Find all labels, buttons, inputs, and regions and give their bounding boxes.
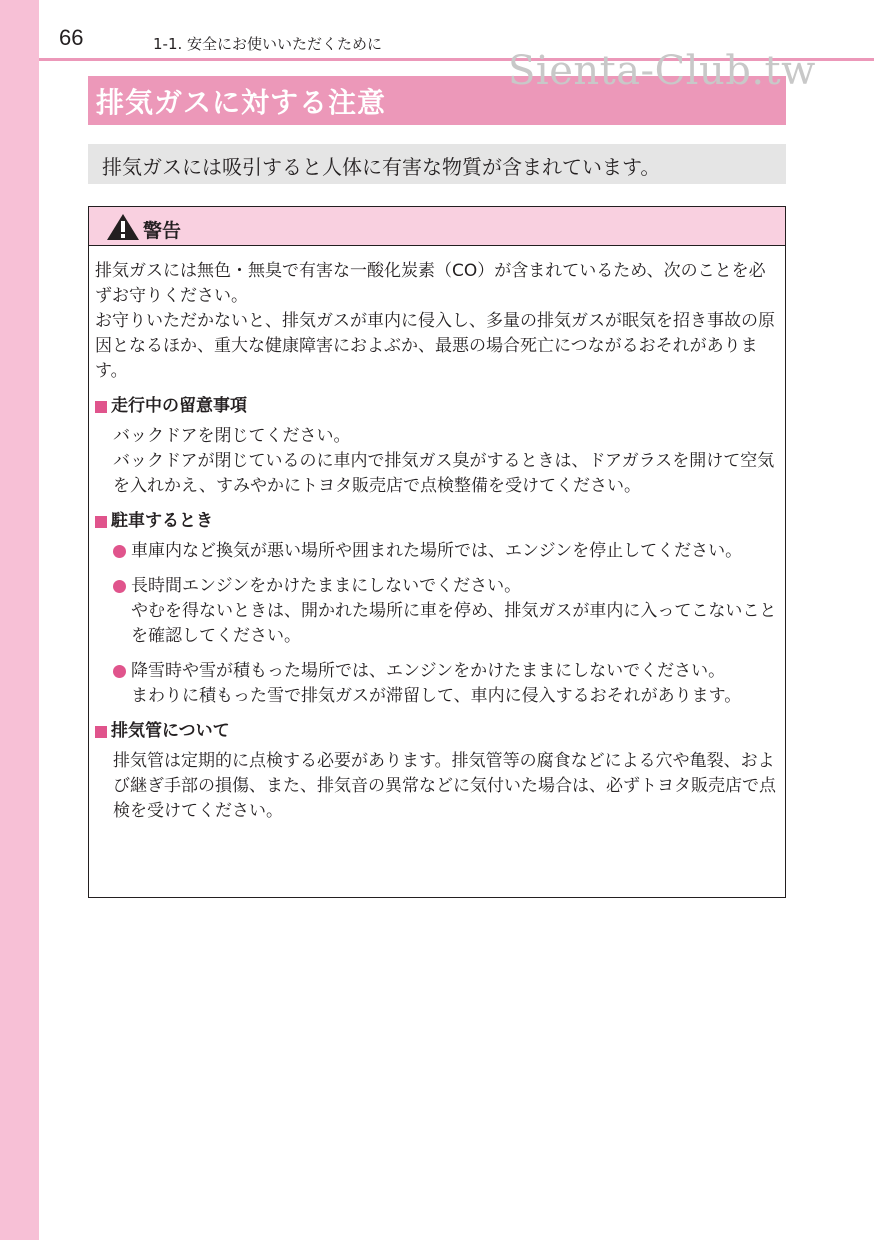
- square-bullet-icon: [95, 726, 107, 738]
- watermark: Sienta-Club.tw: [508, 48, 816, 94]
- exhaust-pipe-paragraphs: [95, 749, 777, 824]
- round-bullet-icon: [113, 665, 126, 678]
- warning-box: [88, 206, 786, 898]
- list-item-text: まわりに積もった雪で排気ガスが滞留して、車内に侵入するおそれがあります。: [131, 686, 742, 706]
- paragraph: 排気管は定期的に点検する必要があります。排気管等の腐食などによる穴や亀裂、および継ぎ手部の損傷、また、排気音の異常などに気付いた場合は、必ずトヨタ販売店で点検を受けてください。: [113, 751, 776, 821]
- paragraph: バックドアが閉じているのに車内で排気ガス臭がするときは、ドアガラスを開けて空気を入れかえ、すみやかにトヨタ販売店で点検整備を受けてください。: [113, 451, 775, 496]
- subheading-label: 走行中の留意事項: [111, 396, 247, 416]
- square-bullet-icon: [95, 516, 107, 528]
- subheading-label: 排気管について: [111, 721, 230, 741]
- subheading-label: 駐車するとき: [111, 511, 213, 531]
- side-tab-strip: [0, 0, 39, 1240]
- subheading-exhaust-pipe: [95, 719, 777, 744]
- list-item-text: 長時間エンジンをかけたままにしないでください。: [131, 576, 522, 596]
- page-number: 66: [59, 25, 84, 50]
- list-item-text: やむを得ないときは、開かれた場所に車を停め、排気ガスが車内に入ってこないことを確認してください。: [131, 601, 777, 646]
- summary-text: 排気ガスには吸引すると人体に有害な物質が含まれています。: [102, 155, 661, 179]
- list-item: [95, 659, 777, 709]
- round-bullet-icon: [113, 545, 126, 558]
- list-item: [95, 539, 777, 564]
- list-item-text: 降雪時や雪が積もった場所では、エンジンをかけたままにしないでください。: [131, 661, 726, 681]
- paragraph: バックドアを閉じてください。: [113, 426, 351, 446]
- round-bullet-icon: [113, 580, 126, 593]
- list-item-text: 車庫内など換気が悪い場所や囲まれた場所では、エンジンを停止してください。: [131, 541, 743, 561]
- warning-header: [89, 207, 785, 246]
- square-bullet-icon: [95, 401, 107, 413]
- summary-box: [88, 144, 786, 184]
- warning-title: 警告: [143, 220, 182, 242]
- warning-intro-paragraph: 排気ガスには無色・無臭で有害な一酸化炭素（CO）が含まれているため、次のことを必ずお守りください。: [95, 261, 766, 306]
- list-item: [95, 574, 777, 649]
- section-title: 排気ガスに対する注意: [96, 86, 387, 119]
- warning-triangle-icon: [106, 213, 140, 241]
- driving-paragraphs: [95, 424, 777, 499]
- warning-intro-paragraph: お守りいただかないと、排気ガスが車内に侵入し、多量の排気ガスが眠気を招き事故の原因となるほか、重大な健康障害におよぶか、最悪の場合死亡につながるおそれがあります。: [95, 311, 775, 381]
- warning-body: [95, 259, 777, 824]
- subheading-driving: [95, 394, 777, 419]
- subheading-parking: [95, 509, 777, 534]
- warning-intro: [95, 259, 777, 384]
- running-header: 1-1. 安全にお使いいただくために: [153, 35, 383, 53]
